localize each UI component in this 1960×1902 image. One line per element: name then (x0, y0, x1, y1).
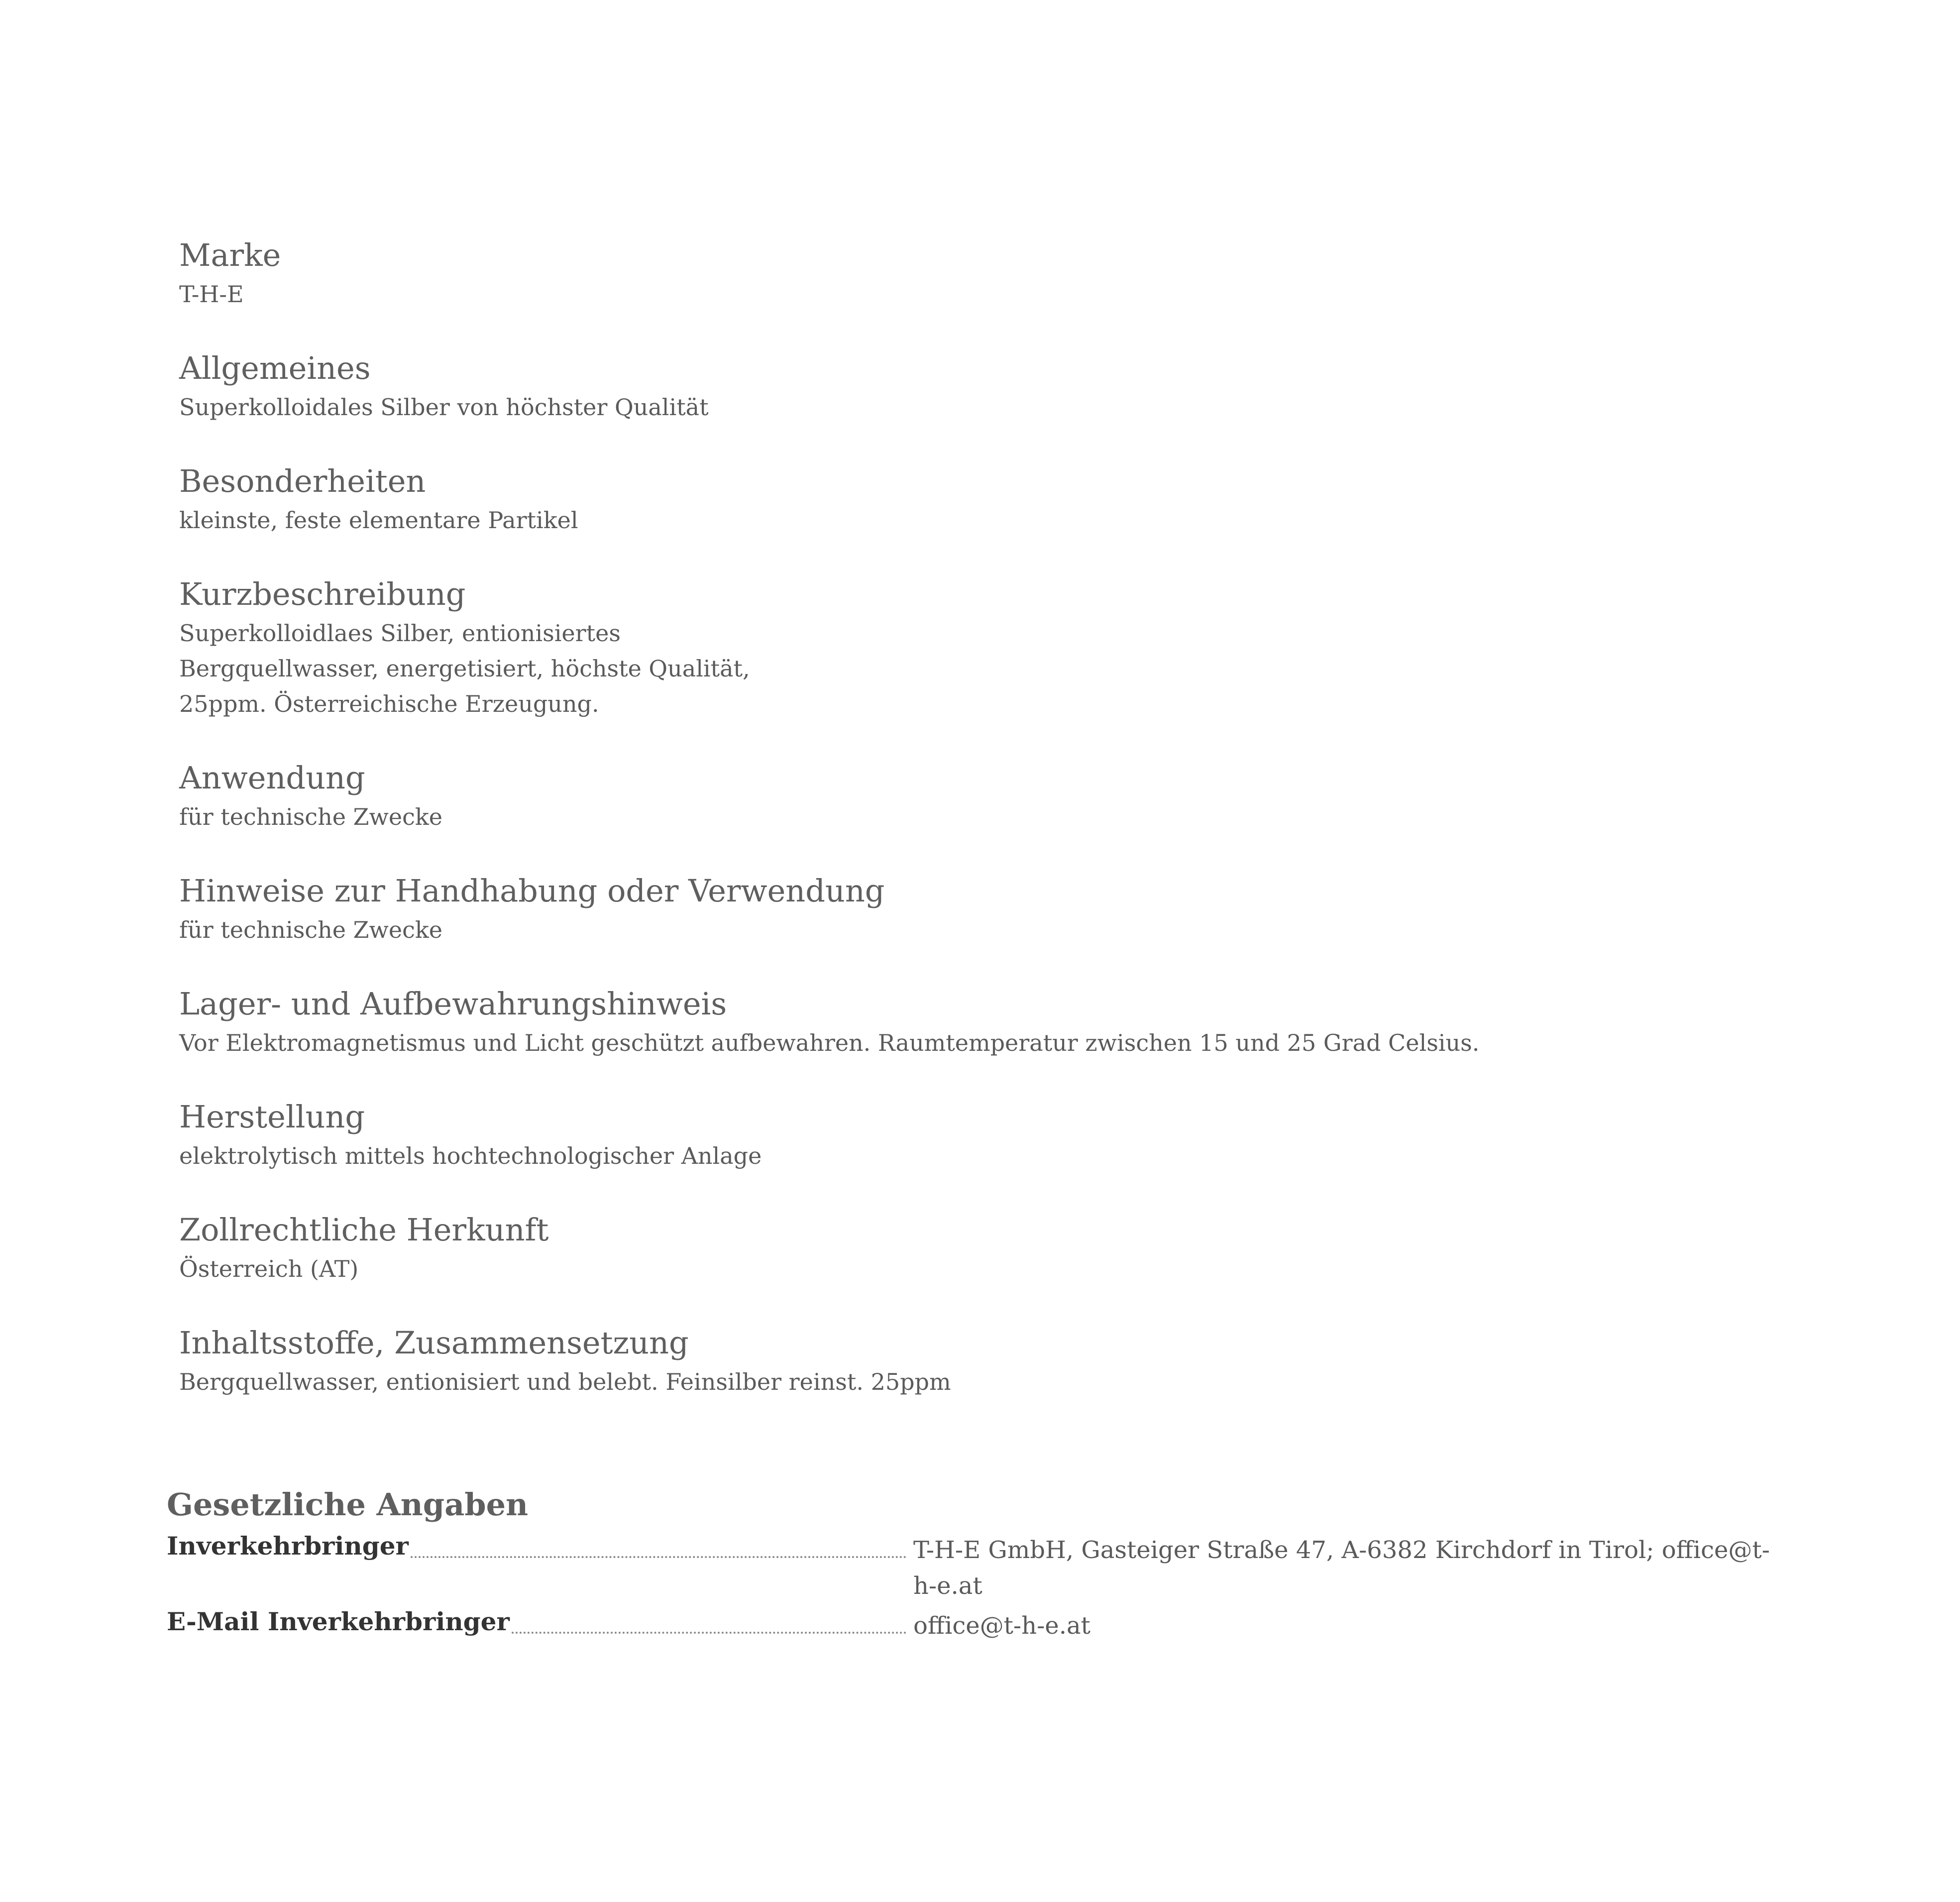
section-heading: Kurzbeschreibung (179, 576, 466, 612)
section-heading: Anwendung (179, 760, 365, 796)
section-body (179, 277, 1822, 312)
legal-heading: Gesetzliche Angaben (167, 1486, 529, 1523)
section-besonderheiten (179, 460, 1822, 538)
section-body (179, 616, 1822, 722)
section-herkunft (179, 1209, 1822, 1287)
section-text-line: Bergquellwasser, entionisiert und belebt. Feinsilber reinst. 25ppm (179, 1368, 951, 1395)
legal-row-email (167, 1604, 1799, 1644)
section-body (179, 1025, 1822, 1061)
section-text-line: Österreich (AT) (179, 1255, 359, 1282)
legal-row-inverkehrbringer (167, 1528, 1799, 1604)
section-body (179, 390, 1822, 425)
legal-value: T-H-E GmbH, Gasteiger Straße 47, A-6382 Kirchdorf in Tirol; office@t-h-e.at (913, 1536, 1770, 1600)
section-heading: Lager- und Aufbewahrungshinweis (179, 986, 727, 1022)
section-body (179, 912, 1822, 948)
section-text-line: Superkolloidlaes Silber, entionisiertes (179, 620, 621, 647)
section-marke (179, 234, 1822, 312)
product-details (179, 234, 1822, 1435)
section-heading: Herstellung (179, 1099, 365, 1135)
section-text-line: 25ppm. Österreichische Erzeugung. (179, 690, 599, 717)
section-text-line: elektrolytisch mittels hochtechnologischer Anlage (179, 1142, 762, 1169)
section-body (179, 503, 1822, 538)
dotted-leader (411, 1556, 906, 1558)
section-body (179, 1364, 1822, 1400)
section-heading: Besonderheiten (179, 463, 426, 499)
legal-label-wrap (167, 1528, 913, 1564)
section-text-line: Vor Elektromagnetismus und Licht geschützt aufbewahren. Raumtemperatur zwischen 15 und 25 Grad Celsius. (179, 1029, 1480, 1056)
legal-label-wrap (167, 1604, 913, 1640)
section-text-line: kleinste, feste elementare Partikel (179, 507, 578, 534)
legal-label: E-Mail Inverkehrbringer (167, 1607, 510, 1636)
legal-value: office@t-h-e.at (913, 1612, 1090, 1640)
section-heading: Marke (179, 237, 281, 273)
section-text-line: für technische Zwecke (179, 803, 442, 830)
section-herstellung (179, 1096, 1822, 1174)
section-heading: Allgemeines (179, 350, 371, 386)
section-text-line: Superkolloidales Silber von höchster Qualität (179, 394, 709, 421)
legal-info (167, 1483, 1809, 1644)
section-allgemeines (179, 347, 1822, 425)
section-text-line: T-H-E (179, 281, 244, 308)
section-text-line: Bergquellwasser, energetisiert, höchste Qualität, (179, 655, 750, 682)
section-hinweise (179, 870, 1822, 948)
section-inhaltsstoffe (179, 1322, 1822, 1400)
section-heading: Zollrechtliche Herkunft (179, 1212, 549, 1248)
section-body (179, 799, 1822, 835)
section-lagerhinweis (179, 983, 1822, 1061)
section-anwendung (179, 757, 1822, 835)
dotted-leader (512, 1632, 906, 1634)
section-body (179, 1251, 1822, 1287)
section-heading: Inhaltsstoffe, Zusammensetzung (179, 1325, 689, 1361)
section-text-line: für technische Zwecke (179, 916, 442, 943)
section-body (179, 1138, 1822, 1174)
section-heading: Hinweise zur Handhabung oder Verwendung (179, 873, 885, 909)
legal-label: Inverkehrbringer (167, 1531, 409, 1561)
section-kurzbeschreibung (179, 573, 1822, 722)
